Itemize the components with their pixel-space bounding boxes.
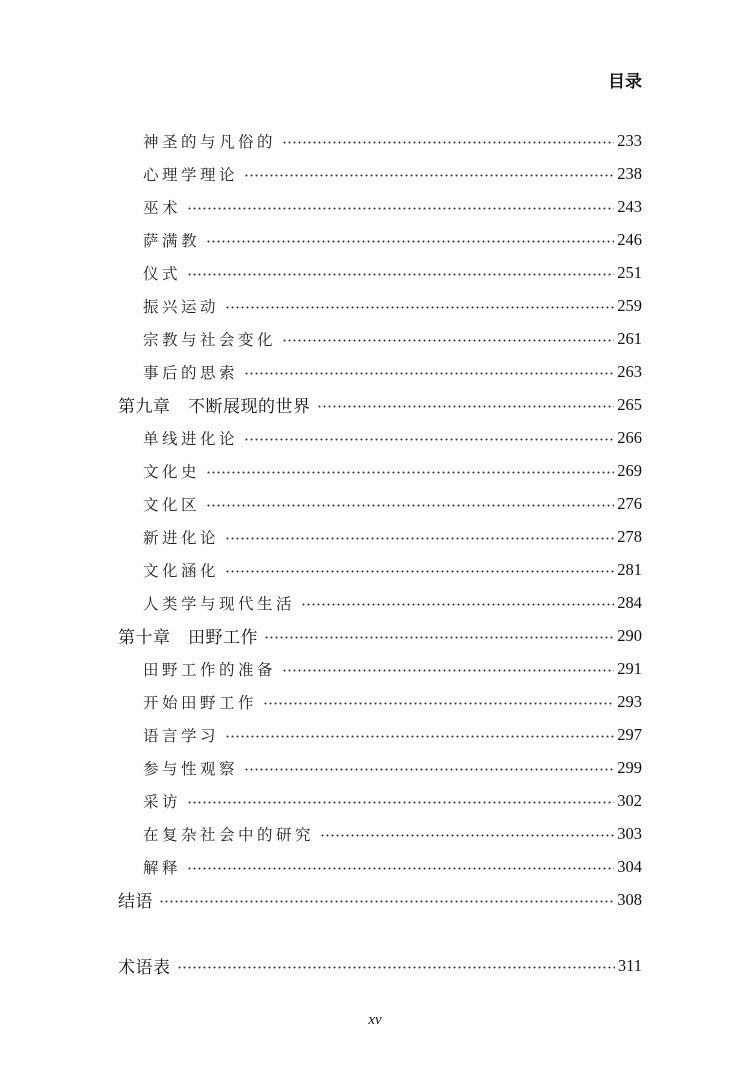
dot-leader (225, 537, 614, 540)
toc-page-number: 265 (617, 394, 642, 414)
page-folio: xv (368, 1012, 382, 1028)
toc-row (0, 190, 750, 223)
toc-entry-title: 人类学与现代生活 (143, 594, 296, 613)
toc-page-number: 243 (617, 196, 642, 216)
toc-page-number: 291 (617, 658, 642, 678)
toc-page-number: 281 (617, 559, 642, 579)
toc-row (0, 883, 750, 916)
toc-page-number: 284 (617, 592, 642, 612)
toc-row (0, 817, 750, 850)
toc-chapter-entry[interactable] (118, 388, 642, 421)
dot-leader (244, 438, 614, 441)
dot-leader (206, 504, 614, 507)
toc-page-number: 269 (617, 460, 642, 480)
toc-entry-title: 仪式 (143, 264, 182, 283)
toc-chapter-entry[interactable] (118, 619, 642, 652)
dot-leader (206, 240, 614, 243)
toc-entry-title: 事后的思索 (143, 363, 239, 382)
toc-section-entry[interactable] (143, 586, 642, 619)
dot-leader (301, 603, 614, 606)
dot-leader (244, 768, 614, 771)
dot-leader (187, 867, 614, 870)
toc-entry-title: 开始田野工作 (143, 693, 258, 712)
toc-entry-title: 文化涵化 (143, 561, 220, 580)
toc-section-entry[interactable] (143, 322, 642, 355)
dot-leader (244, 174, 614, 177)
dot-leader (225, 306, 614, 309)
toc-chapter-entry[interactable] (118, 949, 642, 982)
toc-row (0, 586, 750, 619)
toc-entry-title: 第十章 田野工作 (118, 628, 258, 648)
toc-row (0, 322, 750, 355)
toc-section-entry[interactable] (143, 355, 642, 388)
dot-leader (206, 471, 614, 474)
toc-section-entry[interactable] (143, 190, 642, 223)
toc-section-entry[interactable] (143, 289, 642, 322)
toc-section-entry[interactable] (143, 652, 642, 685)
dot-leader (187, 273, 614, 276)
toc-section-entry[interactable] (143, 817, 642, 850)
toc-row (0, 652, 750, 685)
toc-page-number: 304 (617, 856, 642, 876)
toc-row (0, 421, 750, 454)
toc-entry-title: 田野工作的准备 (143, 660, 277, 679)
toc-entry-title: 宗教与社会变化 (143, 330, 277, 349)
dot-leader (282, 339, 614, 342)
toc-section-entry[interactable] (143, 256, 642, 289)
toc-entry-title: 在复杂社会中的研究 (143, 825, 315, 844)
toc-entry-title: 语言学习 (143, 726, 220, 745)
toc-entry-title: 萨满教 (143, 231, 201, 250)
toc-entry-title: 解释 (143, 858, 182, 877)
toc-page-number: 233 (617, 130, 642, 150)
dot-leader (317, 405, 615, 408)
dot-leader (187, 207, 614, 210)
toc-section-entry[interactable] (143, 718, 642, 751)
dot-leader (187, 801, 614, 804)
toc-chapter-entry[interactable] (118, 883, 642, 916)
dot-leader (264, 636, 614, 639)
toc-row (0, 751, 750, 784)
toc-row (0, 454, 750, 487)
toc-row (0, 124, 750, 157)
toc-page-number: 251 (617, 262, 642, 282)
toc-section-entry[interactable] (143, 487, 642, 520)
toc-page-number: 311 (617, 955, 642, 975)
toc-row (0, 520, 750, 553)
toc-entry-title: 文化区 (143, 495, 201, 514)
toc-section-entry[interactable] (143, 553, 642, 586)
toc-entry-title: 第九章 不断展现的世界 (118, 397, 311, 417)
dot-leader (177, 966, 615, 969)
toc-section-entry[interactable] (143, 751, 642, 784)
toc-page-number: 246 (617, 229, 642, 249)
toc-section-entry[interactable] (143, 157, 642, 190)
toc-page-number: 290 (617, 625, 642, 645)
toc-row (0, 553, 750, 586)
toc-section-entry[interactable] (143, 454, 642, 487)
dot-leader (282, 669, 614, 672)
toc-row (0, 256, 750, 289)
toc-entry-title: 参与性观察 (143, 759, 239, 778)
toc-entry-title: 采访 (143, 792, 182, 811)
toc-section-entry[interactable] (143, 850, 642, 883)
toc-entry-title: 术语表 (118, 958, 171, 978)
dot-leader (225, 570, 614, 573)
dot-leader (244, 372, 614, 375)
toc-section-entry[interactable] (143, 784, 642, 817)
toc-page-number: 302 (617, 790, 642, 810)
toc-page-number: 293 (617, 691, 642, 711)
toc-row (0, 223, 750, 256)
toc-row (0, 157, 750, 190)
toc-page-number: 238 (617, 163, 642, 183)
toc-section-entry[interactable] (143, 124, 642, 157)
toc-section-entry[interactable] (143, 520, 642, 553)
toc-section-entry[interactable] (143, 421, 642, 454)
toc-row (0, 850, 750, 883)
toc-page-number: 299 (617, 757, 642, 777)
toc-row (0, 685, 750, 718)
toc-page-number: 297 (617, 724, 642, 744)
toc-entry-title: 单线进化论 (143, 429, 239, 448)
toc-row (0, 949, 750, 982)
toc-row (0, 487, 750, 520)
toc-row (0, 718, 750, 751)
toc-entry-title: 结语 (118, 892, 153, 912)
toc-page-number: 303 (617, 823, 642, 843)
toc-entry-title: 振兴运动 (143, 297, 220, 316)
dot-leader (263, 702, 614, 705)
toc-row (0, 388, 750, 421)
toc-page-number: 266 (617, 427, 642, 447)
dot-leader (225, 735, 614, 738)
dot-leader (282, 141, 614, 144)
toc-page-number: 308 (617, 889, 642, 909)
toc-row (0, 619, 750, 652)
toc-row (0, 355, 750, 388)
toc-page-number: 278 (617, 526, 642, 546)
running-head: 目录 (608, 72, 642, 92)
toc-entry-title: 神圣的与凡俗的 (143, 132, 277, 151)
toc-page-number: 263 (617, 361, 642, 381)
toc-entry-title: 巫术 (143, 198, 182, 217)
toc-page-number: 276 (617, 493, 642, 513)
toc-entry-title: 文化史 (143, 462, 201, 481)
toc-page-number: 261 (617, 328, 642, 348)
toc-section-entry[interactable] (143, 223, 642, 256)
toc-row (0, 784, 750, 817)
dot-leader (320, 834, 614, 837)
toc-section-entry[interactable] (143, 685, 642, 718)
toc-row (0, 289, 750, 322)
toc-entry-title: 新进化论 (143, 528, 220, 547)
dot-leader (159, 900, 614, 903)
toc-entry-title: 心理学理论 (143, 165, 239, 184)
toc-page-number: 259 (617, 295, 642, 315)
